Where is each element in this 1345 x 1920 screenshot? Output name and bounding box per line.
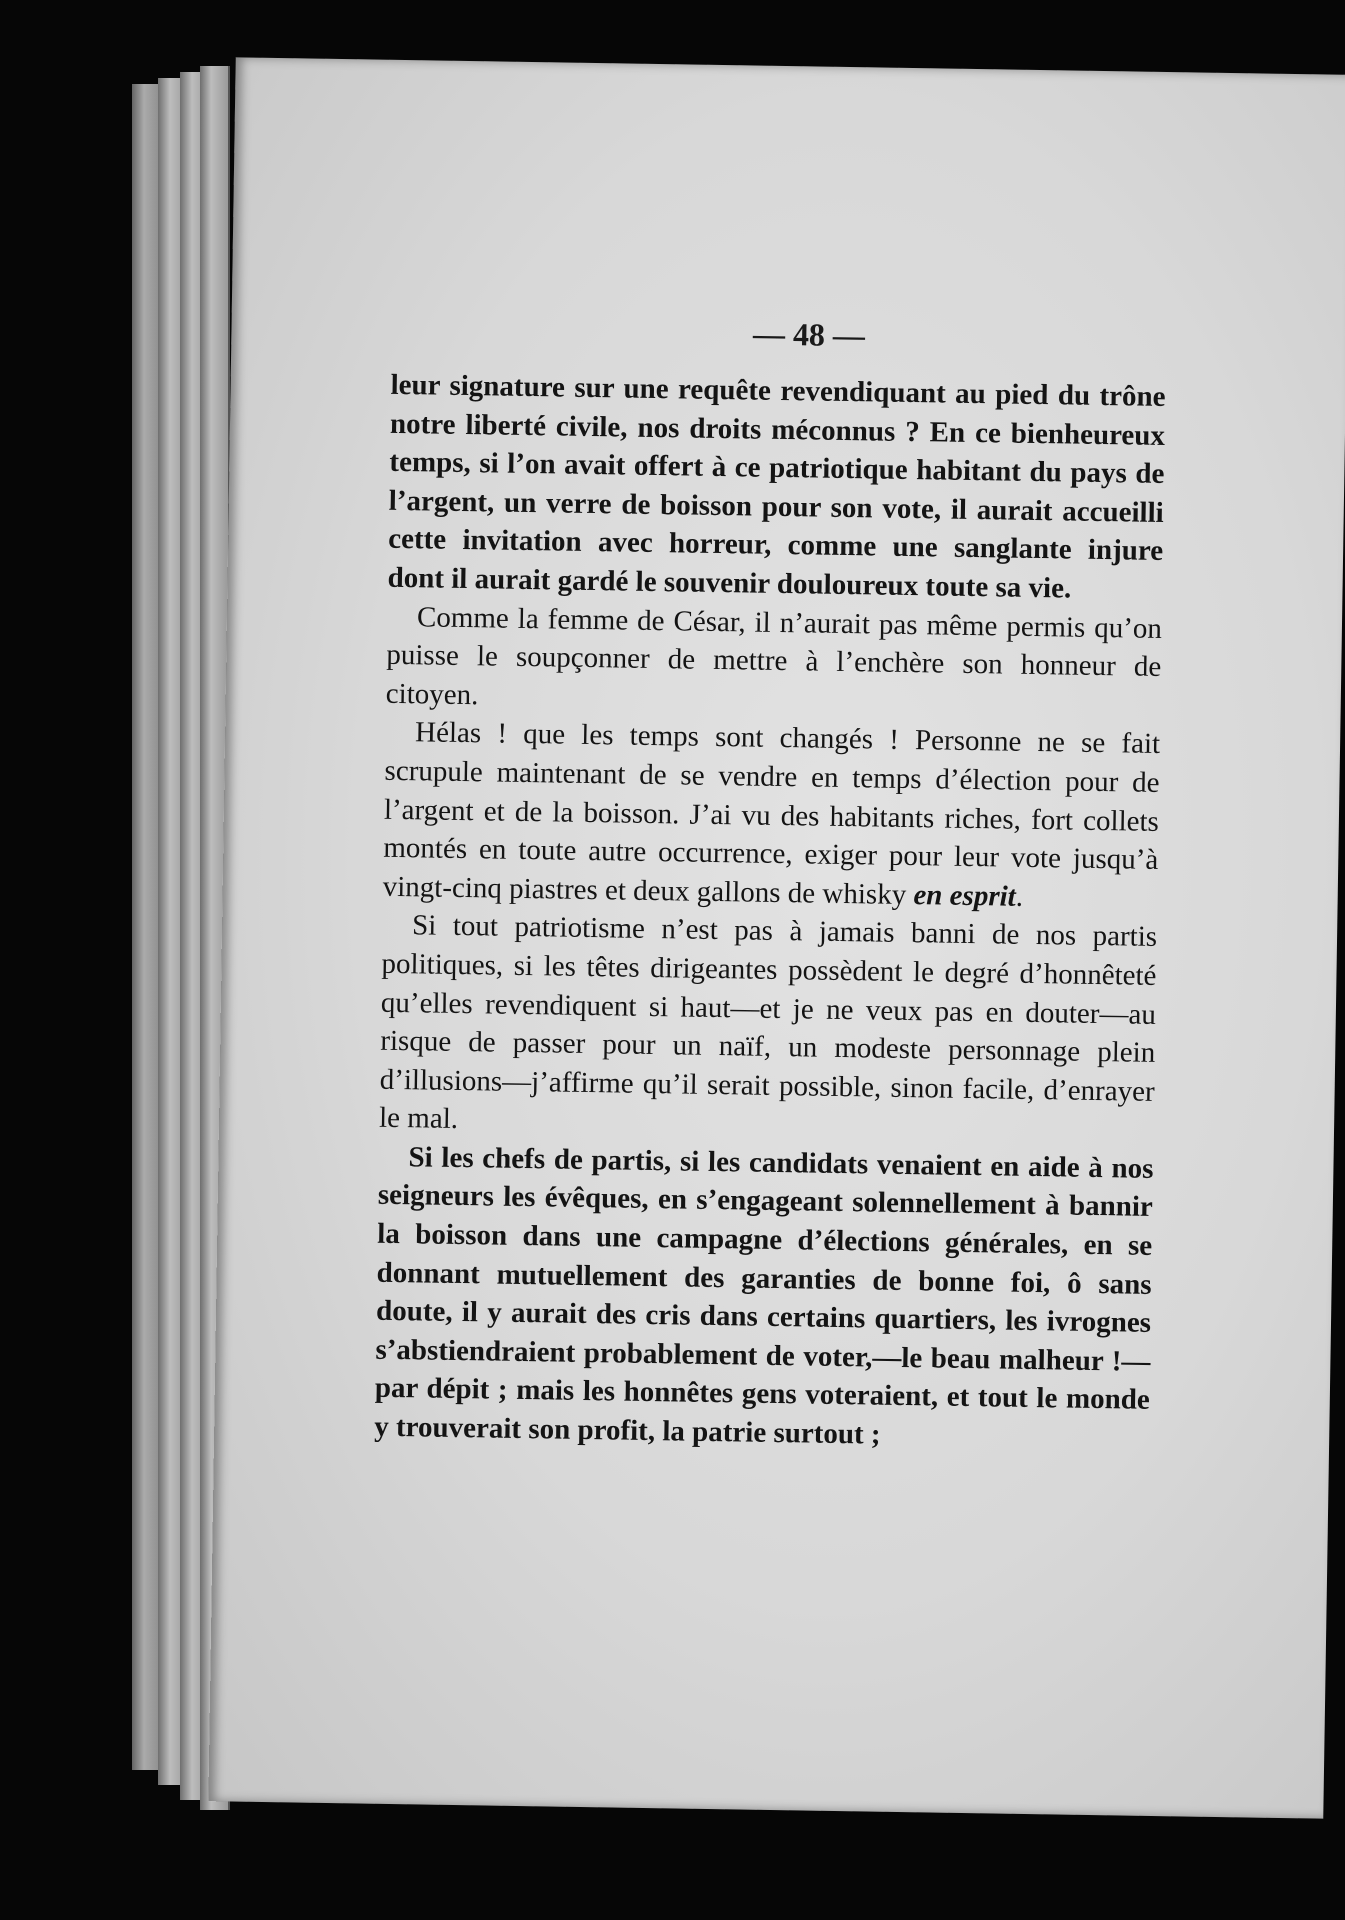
paragraph: Si les chefs de partis, si les candidats venaient en aide à nos seigneurs les évêques, en s’engageant solennellement à bannir la boisson dans une campagne d’élections générales, en se donnant mutuellement des garanties de bonne foi, ô sans doute, il y aurait des cris dans certains quartiers, les ivrognes s’abstiendraient probablement de voter,—le beau malheur !—par dépit ; mais les honnêtes gens voteraient, et tout le monde y trouverait son profit, la patrie surtout ; <box>374 1141 1154 1451</box>
paragraph: Si tout patriotisme n’est pas à jamais banni de nos partis politiques, si les têtes dirigeantes possèdent le degré d’honnêteté qu’elles revendiquent si haut—et je ne veux pas en douter—au risque de passer pour un naïf, un modeste personnage plein d’illusions—j’affirme qu’il serait possible, sinon facile, d’enrayer le mal. <box>378 909 1158 1136</box>
paragraph-end: . <box>1015 880 1024 913</box>
body-text <box>374 366 1166 1459</box>
page-number: — 48 — <box>752 315 866 354</box>
book-page <box>208 57 1345 1818</box>
paragraph-text: Hélas ! que les temps sont changés ! Personne ne se fait scrupule maintenant de se vendre en temps d’élection pour de l’argent et de la boisson. J’ai vu des habitants riches, fort collets montés en toute autre occurrence, exiger pour leur vote jusqu’à vingt-cinq piastres et deux gallons de whisky <box>382 716 1161 911</box>
paragraph: Comme la femme de César, il n’aurait pas même permis qu’on puisse le soupçonner de mettre à l’enchère son honneur de citoyen. <box>385 600 1163 711</box>
emphasis-text: en esprit <box>913 878 1017 913</box>
paragraph <box>382 713 1160 918</box>
paragraph: leur signature sur une requête revendiquant au pied du trône notre liberté civile, nos droits méconnus ? En ce bienheureux temps, si l’on avait offert à ce patriotique habitant du pays de l’argent, un verre de boisson pour son vote, il aurait accueilli cette invitation avec horreur, comme une sanglante injure dont il aurait gardé le souvenir douloureux toute sa vie. <box>387 368 1166 605</box>
